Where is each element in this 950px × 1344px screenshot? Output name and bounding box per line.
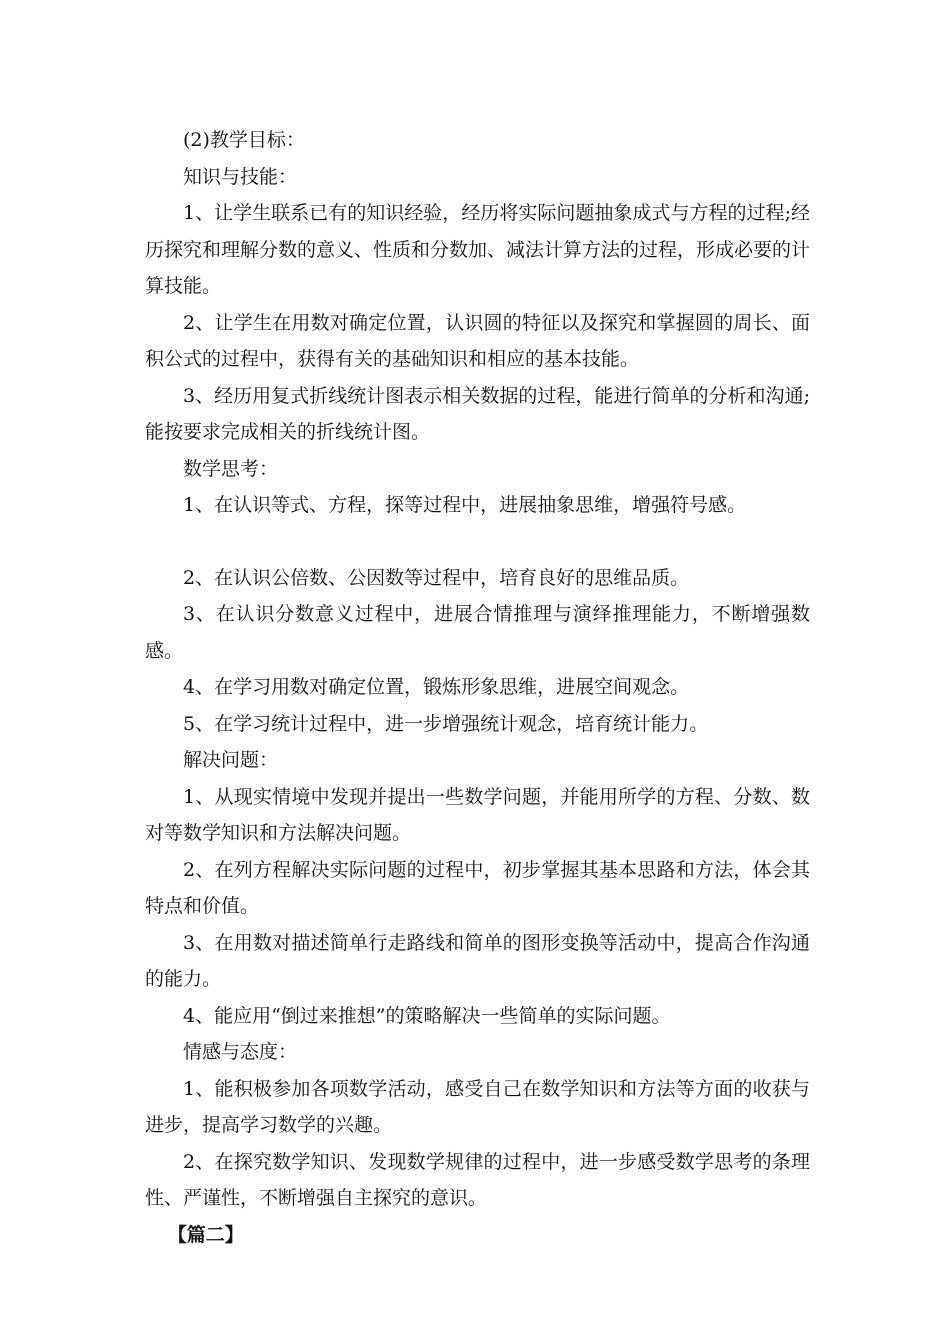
section-title-part-two: 【篇二】 xyxy=(167,1223,244,1246)
paragraph-thinking-4: 4、在学习用数对确定位置，锻炼形象思维，进展空间观念。 xyxy=(183,676,690,698)
paragraph-thinking-5: 5、在学习统计过程中，进一步增强统计观念，培育统计能力。 xyxy=(183,712,709,735)
paragraph-knowledge-2: 2、让学生在用数对确定位置，认识圆的特征以及探究和掌握圆的周长、面积公式的过程中，获得有关的基础知识和相应的基本技能。 xyxy=(145,311,810,370)
paragraph-problem-4: 4、能应用“倒过来推想”的策略解决一些简单的实际问题。 xyxy=(183,1004,671,1027)
paragraph-knowledge-1: 1、让学生联系已有的知识经验，经历将实际问题抽象成式与方程的过程;经历探究和理解分数的意义、性质和分数加、减法计算方法的过程，形成必要的计算技能。 xyxy=(145,202,811,297)
paragraph-thinking-2: 2、在认识公倍数、公因数等过程中，培育良好的思维品质。 xyxy=(183,566,690,589)
paragraph-emotion-1: 1、能积极参加各项数学活动，感受自己在数学知识和方法等方面的收获与进步，提高学习数学的兴趣。 xyxy=(145,1077,810,1136)
subheading-math-thinking: 数学思考： xyxy=(183,457,279,480)
paragraph-thinking-1: 1、在认识等式、方程，探等过程中，进展抽象思维，增强符号感。 xyxy=(183,494,747,516)
paragraph-emotion-2: 2、在探究数学知识、发现数学规律的过程中，进一步感受数学思考的条理性、严谨性，不断增强自主探究的意识。 xyxy=(145,1150,810,1209)
subheading-knowledge-skills: 知识与技能： xyxy=(183,165,298,188)
paragraph-problem-3: 3、在用数对描述简单行走路线和简单的图形变换等活动中，提高合作沟通的能力。 xyxy=(145,931,810,990)
subheading-problem-solving: 解决问题： xyxy=(183,749,279,771)
paragraph-problem-2: 2、在列方程解决实际问题的过程中，初步掌握其基本思路和方法，体会其特点和价值。 xyxy=(145,858,810,917)
paragraph-knowledge-3: 3、经历用复式折线统计图表示相关数据的过程，能进行简单的分析和沟通;能按要求完成相关的折线统计图。 xyxy=(145,384,810,443)
paragraph-problem-1: 1、从现实情境中发现并提出一些数学问题，并能用所学的方程、分数、数对等数学知识和方法解决问题。 xyxy=(145,785,810,844)
document-body xyxy=(145,122,810,1253)
heading-teaching-goals: (2)教学目标： xyxy=(183,129,305,151)
paragraph-thinking-3: 3、在认识分数意义过程中，进展合情推理与演绎推理能力，不断增强数感。 xyxy=(145,603,810,662)
subheading-emotion-attitude: 情感与态度： xyxy=(183,1041,298,1063)
